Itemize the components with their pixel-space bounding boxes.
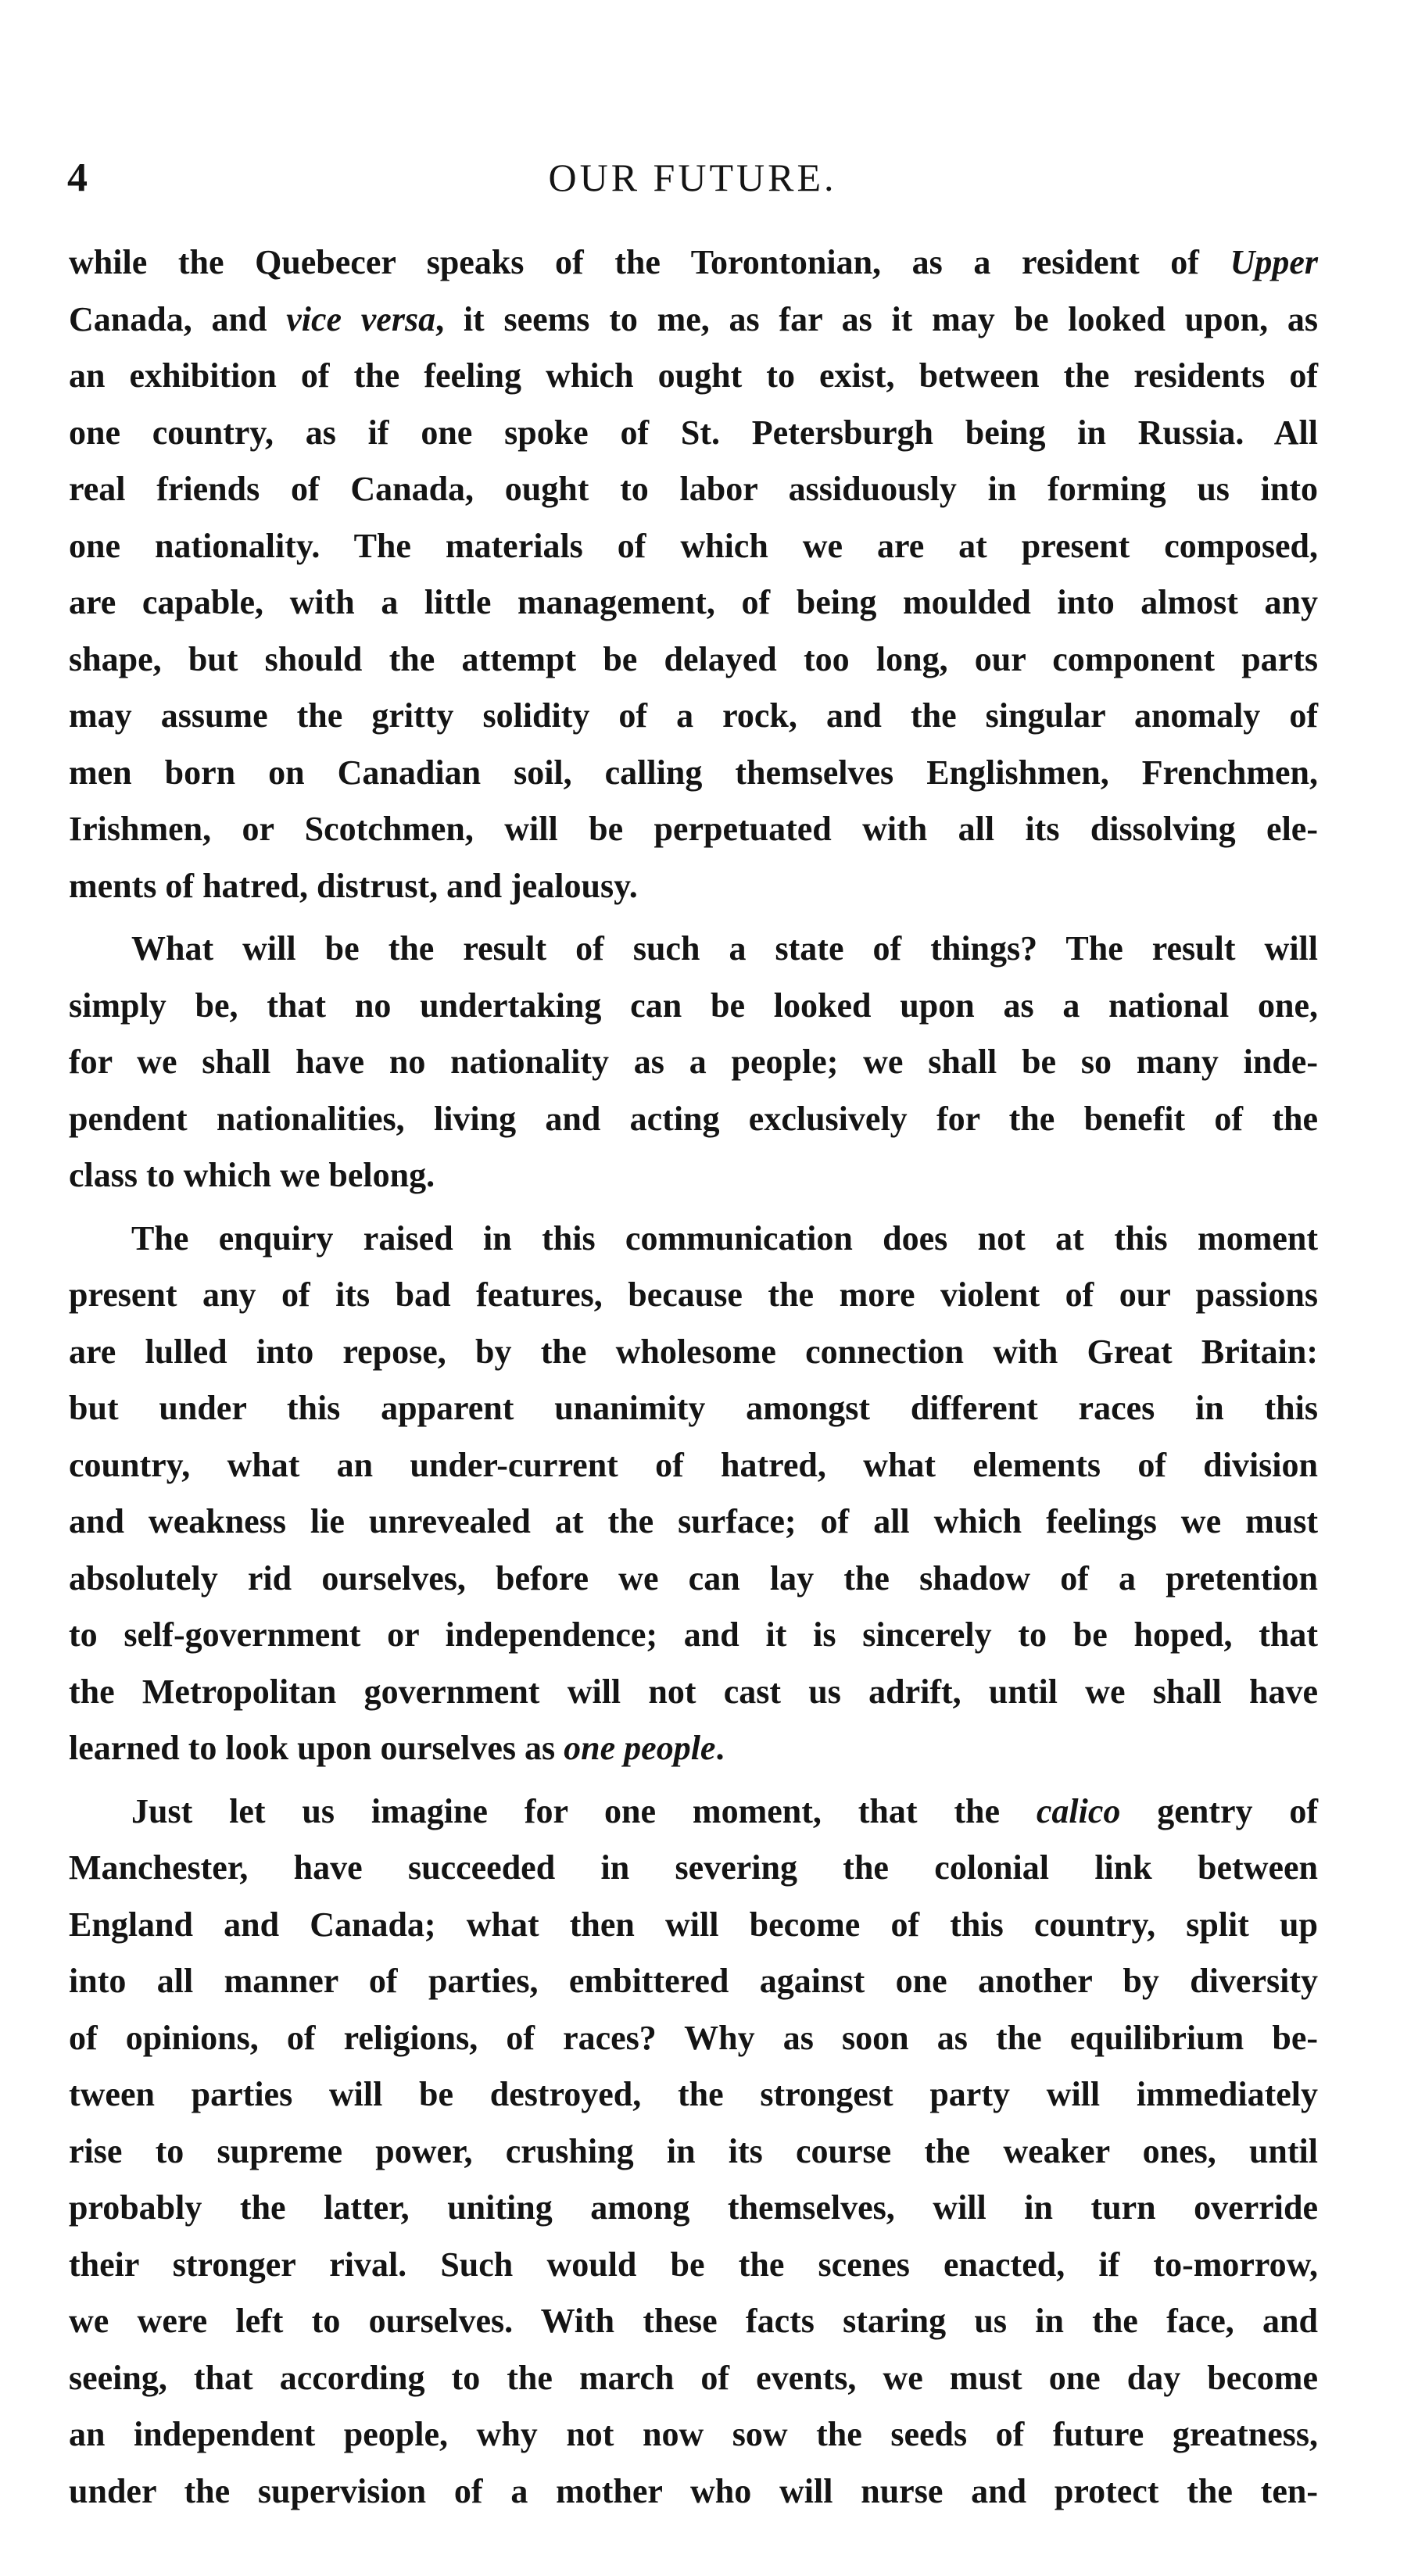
paragraph <box>69 1211 1318 1777</box>
text-line: Manchester, have succeeded in severing the colonial link between <box>69 1848 1318 1887</box>
text-line: pendent nationalities, living and acting exclusively for the benefit of the <box>69 1099 1318 1138</box>
italic-phrase: calico <box>1036 1791 1121 1830</box>
paragraph <box>69 1784 1318 2521</box>
text-line: one nationality. The materials of which we are at present composed, <box>69 526 1318 565</box>
text-line: probably the latter, uniting among themselves, will in turn override <box>69 2188 1318 2227</box>
italic-phrase: Upper <box>1230 243 1318 281</box>
text-line: their stronger rival. Such would be the scenes enacted, if to-morrow, <box>69 2245 1318 2284</box>
text-line: Irishmen, or Scotchmen, will be perpetuated with all its dissolving ele- <box>69 810 1318 848</box>
text-line: are lulled into repose, by the wholesome connection with Great Britain: <box>69 1332 1318 1371</box>
text-line: seeing, that according to the march of events, we must one day become <box>69 2358 1318 2397</box>
text-line: are capable, with a little management, of being moulded into almost any <box>69 583 1318 621</box>
page-number: 4 <box>67 156 88 200</box>
text-line: Just let us imagine for one moment, that the calico gentry of <box>131 1791 1318 1830</box>
text-line: may assume the gritty solidity of a rock, and the singular anomaly of <box>69 696 1318 735</box>
text-line: into all manner of parties, embittered against one another by diversity <box>69 1962 1318 2000</box>
body-text <box>69 234 1318 2520</box>
paragraph <box>69 234 1318 914</box>
text-line: of opinions, of religions, of races? Why as soon as the equilibrium be- <box>69 2018 1318 2057</box>
paragraph-gap <box>69 914 1318 921</box>
text-line: present any of its bad features, because the more violent of our passions <box>69 1275 1318 1314</box>
paragraph-gap <box>69 1777 1318 1784</box>
text-line: tween parties will be destroyed, the strongest party will immediately <box>69 2075 1318 2113</box>
text-line: country, what an under-current of hatred, what elements of division <box>69 1445 1318 1484</box>
text-line: men born on Canadian soil, calling themselves Englishmen, Frenchmen, <box>69 753 1318 792</box>
text-line: rise to supreme power, crushing in its course the weaker ones, until <box>69 2131 1318 2170</box>
text-line: real friends of Canada, ought to labor assiduously in forming us into <box>69 470 1318 508</box>
text-line: we were left to ourselves. With these facts staring us in the face, and <box>69 2302 1318 2340</box>
text-line: one country, as if one spoke of St. Petersburgh being in Russia. All <box>69 413 1318 452</box>
text-line: an independent people, why not now sow the seeds of future greatness, <box>69 2415 1318 2453</box>
text-line: and weakness lie unrevealed at the surface; of all which feelings we must <box>69 1502 1318 1540</box>
text-line: ments of hatred, distrust, and jealousy. <box>69 866 638 905</box>
text-line: learned to look upon ourselves as one people. <box>69 1729 725 1767</box>
running-title: OUR FUTURE. <box>548 156 837 199</box>
text-line: absolutely rid ourselves, before we can lay the shadow of a pretention <box>69 1558 1318 1597</box>
text-line: The enquiry raised in this communication does not at this moment <box>131 1218 1318 1258</box>
text-line: under the supervision of a mother who will nurse and protect the ten- <box>69 2471 1318 2510</box>
text-line: to self-government or independence; and it is sincerely to be hoped, that <box>69 1615 1318 1654</box>
text-line: but under this apparent unanimity amongst different races in this <box>69 1389 1318 1427</box>
paragraph-gap <box>69 1204 1318 1211</box>
text-line: an exhibition of the feeling which ought to exist, between the residents of <box>69 356 1318 395</box>
text-line: while the Quebecer speaks of the Torontonian, as a resident of Upper <box>69 243 1318 281</box>
italic-phrase: vice versa <box>286 299 436 338</box>
text-line: England and Canada; what then will become of this country, split up <box>69 1905 1318 1944</box>
text-line: Canada, and vice versa, it seems to me, as far as it may be looked upon, as <box>69 299 1319 338</box>
italic-phrase: one people <box>564 1729 716 1767</box>
running-head <box>67 155 1318 209</box>
text-line: class to which we belong. <box>69 1156 435 1194</box>
text-line: the Metropolitan government will not cast us adrift, until we shall have <box>69 1672 1318 1711</box>
paragraph <box>69 921 1318 1204</box>
text-line: for we shall have no nationality as a people; we shall be so many inde- <box>69 1043 1318 1081</box>
text-line: shape, but should the attempt be delayed too long, our component parts <box>69 639 1318 678</box>
text-line: What will be the result of such a state of things? The result will <box>131 929 1318 968</box>
text-line: simply be, that no undertaking can be looked upon as a national one, <box>69 986 1318 1025</box>
